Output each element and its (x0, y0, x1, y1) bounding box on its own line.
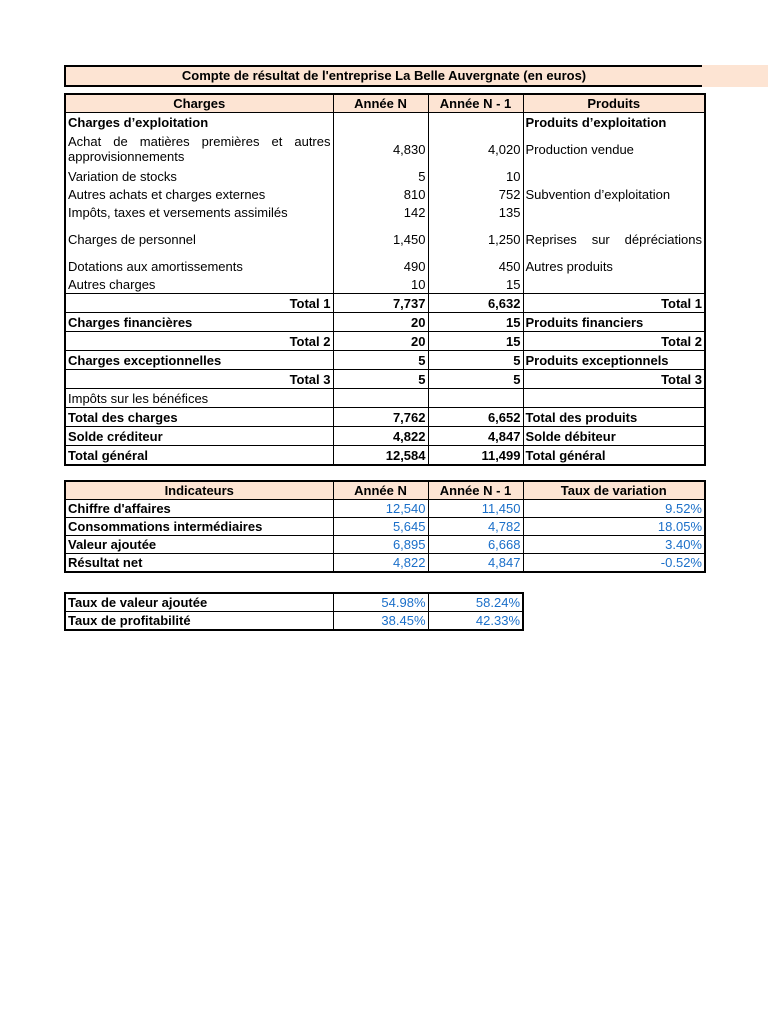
value-n1: 11,499 (428, 446, 523, 466)
value-n: 5,645 (333, 518, 428, 536)
table-row (65, 203, 705, 221)
table-header-row (65, 94, 705, 113)
ratio-label: Taux de valeur ajoutée (65, 593, 333, 612)
charge-label: Total des charges (65, 408, 333, 427)
value-n: 1,450 (333, 221, 428, 257)
value-n: 4,822 (333, 554, 428, 573)
charge-label: Solde créditeur (65, 427, 333, 446)
table-row (65, 351, 705, 370)
charge-label: Charges financières (65, 313, 333, 332)
value-n1: 4,782 (428, 518, 523, 536)
table-row (65, 500, 705, 518)
table-row (65, 275, 705, 294)
value-n: 5 (333, 167, 428, 185)
table-row (65, 221, 705, 257)
value-n: 20 (333, 313, 428, 332)
produit-label: Produits exceptionnels (523, 351, 705, 370)
indicator-label: Résultat net (65, 554, 333, 573)
charge-label: Total général (65, 446, 333, 466)
variation-rate: 9.52% (523, 500, 705, 518)
value-n: 10 (333, 275, 428, 294)
value-n1: 1,250 (428, 221, 523, 257)
charge-label: Autres achats et charges externes (65, 185, 333, 203)
produit-label: Reprises sur dépréciations (523, 221, 705, 257)
charge-label: Dotations aux amortissements (65, 257, 333, 275)
value-n1: 42.33% (428, 612, 523, 631)
charge-label: Charges d’exploitation (65, 113, 333, 132)
value-n1: 450 (428, 257, 523, 275)
header-annee-n: Année N (333, 94, 428, 113)
table-row (65, 427, 705, 446)
produit-label: Solde débiteur (523, 427, 705, 446)
table-row (65, 185, 705, 203)
table-row (65, 113, 705, 132)
value-n: 142 (333, 203, 428, 221)
value-n1: 15 (428, 332, 523, 351)
value-n1: 752 (428, 185, 523, 203)
table-row (65, 593, 523, 612)
table-row (65, 408, 705, 427)
header-annee-n1: Année N - 1 (428, 94, 523, 113)
produit-label (523, 203, 705, 221)
variation-rate: 18.05% (523, 518, 705, 536)
income-statement-table (64, 93, 706, 466)
produit-label: Total général (523, 446, 705, 466)
value-n: 20 (333, 332, 428, 351)
value-n1: 15 (428, 275, 523, 294)
produit-label (523, 275, 705, 294)
value-n: 12,540 (333, 500, 428, 518)
charge-label: Total 2 (65, 332, 333, 351)
table-row (65, 612, 523, 631)
charge-label: Autres charges (65, 275, 333, 294)
table-row (65, 257, 705, 275)
value-n1: 5 (428, 351, 523, 370)
table-row (65, 446, 705, 466)
value-n1: 11,450 (428, 500, 523, 518)
produit-label: Produits d’exploitation (523, 113, 705, 132)
value-n1 (428, 113, 523, 132)
table-header-row (65, 481, 705, 500)
produit-label: Subvention d’exploitation (523, 185, 705, 203)
table-row (65, 536, 705, 554)
value-n (333, 389, 428, 408)
produit-label: Total 1 (523, 294, 705, 313)
value-n1: 4,020 (428, 131, 523, 167)
value-n: 5 (333, 370, 428, 389)
produit-label: Total 2 (523, 332, 705, 351)
charge-label: Impôts sur les bénéfices (65, 389, 333, 408)
value-n (333, 113, 428, 132)
charge-label: Variation de stocks (65, 167, 333, 185)
header-annee-n: Année N (333, 481, 428, 500)
table-row (65, 389, 705, 408)
value-n1: 58.24% (428, 593, 523, 612)
value-n1 (428, 389, 523, 408)
value-n: 12,584 (333, 446, 428, 466)
value-n: 5 (333, 351, 428, 370)
indicator-label: Consommations intermédiaires (65, 518, 333, 536)
produit-label: Autres produits (523, 257, 705, 275)
value-n1: 4,847 (428, 554, 523, 573)
header-indicateurs: Indicateurs (65, 481, 333, 500)
variation-rate: 3.40% (523, 536, 705, 554)
table-row (65, 167, 705, 185)
value-n: 7,737 (333, 294, 428, 313)
value-n1: 6,632 (428, 294, 523, 313)
value-n: 6,895 (333, 536, 428, 554)
value-n1: 15 (428, 313, 523, 332)
produit-label (523, 167, 705, 185)
value-n1: 4,847 (428, 427, 523, 446)
ratios-table (64, 592, 524, 631)
table-row (65, 131, 705, 167)
charge-label: Total 1 (65, 294, 333, 313)
ratio-label: Taux de profitabilité (65, 612, 333, 631)
charge-label: Charges exceptionnelles (65, 351, 333, 370)
charge-label: Total 3 (65, 370, 333, 389)
value-n1: 6,668 (428, 536, 523, 554)
value-n: 4,822 (333, 427, 428, 446)
header-annee-n1: Année N - 1 (428, 481, 523, 500)
charge-label: Charges de personnel (65, 221, 333, 257)
value-n: 54.98% (333, 593, 428, 612)
value-n1: 135 (428, 203, 523, 221)
table-row (65, 294, 705, 313)
charge-label: Achat de matières premières et autres approvisionnements (65, 131, 333, 167)
table-row (65, 313, 705, 332)
value-n1: 5 (428, 370, 523, 389)
produit-label: Produits financiers (523, 313, 705, 332)
value-n: 810 (333, 185, 428, 203)
header-produits: Produits (523, 94, 705, 113)
value-n: 490 (333, 257, 428, 275)
produit-label: Production vendue (523, 131, 705, 167)
value-n: 4,830 (333, 131, 428, 167)
page-title: Compte de résultat de l'entreprise La Belle Auvergnate (en euros) (64, 65, 702, 87)
value-n1: 10 (428, 167, 523, 185)
charge-label: Impôts, taxes et versements assimilés (65, 203, 333, 221)
header-charges: Charges (65, 94, 333, 113)
variation-rate: -0.52% (523, 554, 705, 573)
produit-label (523, 389, 705, 408)
value-n: 7,762 (333, 408, 428, 427)
indicators-table (64, 480, 706, 573)
produit-label: Total 3 (523, 370, 705, 389)
table-row (65, 332, 705, 351)
indicator-label: Valeur ajoutée (65, 536, 333, 554)
value-n: 38.45% (333, 612, 428, 631)
table-row (65, 370, 705, 389)
value-n1: 6,652 (428, 408, 523, 427)
produit-label: Total des produits (523, 408, 705, 427)
indicator-label: Chiffre d'affaires (65, 500, 333, 518)
table-row (65, 554, 705, 573)
table-row (65, 518, 705, 536)
header-taux-variation: Taux de variation (523, 481, 705, 500)
